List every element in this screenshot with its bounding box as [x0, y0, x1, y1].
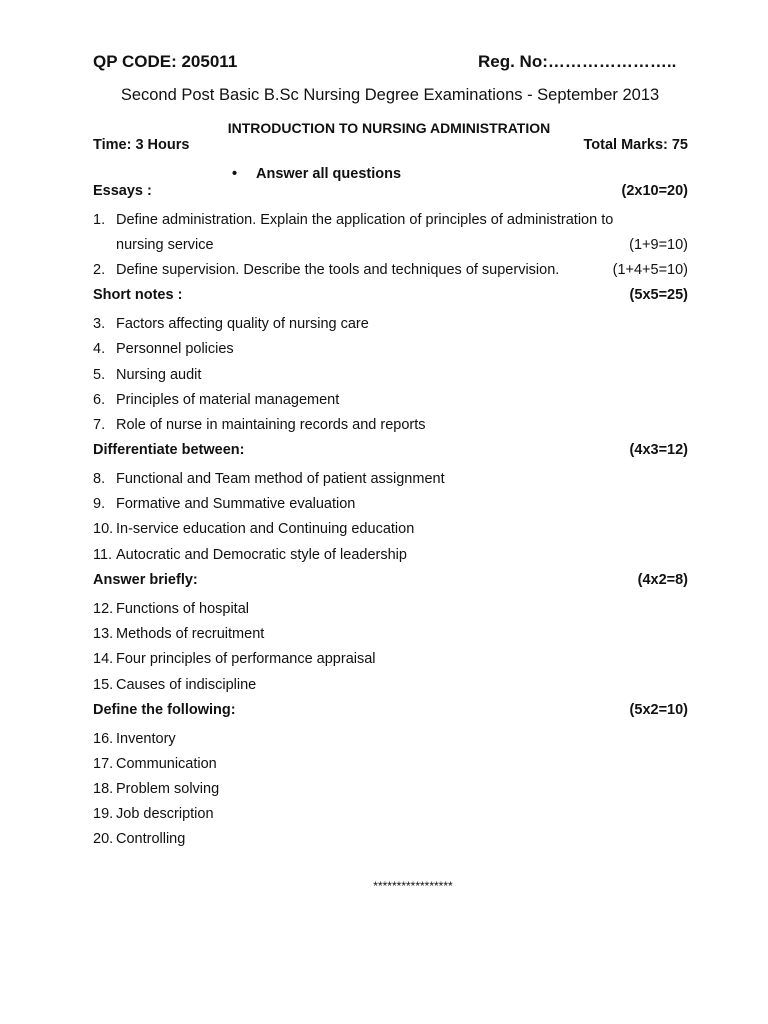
question-number: 5.	[93, 367, 106, 383]
question-item	[93, 471, 688, 491]
question-item	[93, 212, 688, 232]
section-heading	[93, 702, 688, 722]
question-text: Functions of hospital	[116, 601, 249, 617]
section-heading	[93, 442, 688, 462]
section-heading	[93, 287, 688, 307]
section-label: Short notes :	[93, 287, 183, 303]
section-marks: (4x3=12)	[629, 442, 688, 458]
question-item	[93, 367, 688, 387]
question-text-continued: nursing service	[116, 237, 214, 253]
question-number: 18.	[93, 781, 114, 797]
question-number: 8.	[93, 471, 106, 487]
section-marks: (5x5=25)	[629, 287, 688, 303]
question-text: Causes of indiscipline	[116, 677, 257, 693]
question-number: 19.	[93, 806, 114, 822]
question-item	[93, 677, 688, 697]
question-text: Personnel policies	[116, 341, 234, 357]
reg-no: Reg. No:…………………..	[478, 52, 677, 71]
question-text: Define supervision. Describe the tools and techniques of supervision.	[116, 262, 560, 278]
exam-time: Time: 3 Hours	[93, 137, 190, 153]
question-number: 15.	[93, 677, 114, 693]
question-text: Controlling	[116, 831, 186, 847]
section-marks: (5x2=10)	[629, 702, 688, 718]
question-number: 4.	[93, 341, 106, 357]
question-marks: (1+9=10)	[629, 237, 688, 253]
question-number: 2.	[93, 262, 106, 278]
question-text: Nursing audit	[116, 367, 202, 383]
instruction	[232, 166, 401, 182]
section-marks: (4x2=8)	[637, 572, 688, 588]
question-item	[93, 316, 688, 336]
question-item	[93, 521, 688, 541]
question-item	[93, 341, 688, 361]
question-item	[93, 651, 688, 671]
question-marks: (1+4+5=10)	[612, 262, 688, 278]
question-number: 6.	[93, 392, 106, 408]
question-text: Functional and Team method of patient assignment	[116, 471, 445, 487]
question-number: 1.	[93, 212, 106, 228]
question-number: 14.	[93, 651, 114, 667]
question-text: In-service education and Continuing education	[116, 521, 415, 537]
question-item	[93, 417, 688, 437]
bullet-icon: •	[232, 166, 238, 182]
question-number: 3.	[93, 316, 106, 332]
question-item	[93, 806, 688, 826]
question-item	[93, 756, 688, 776]
question-number: 20.	[93, 831, 114, 847]
question-item	[93, 626, 688, 646]
question-item	[93, 601, 688, 621]
question-item	[93, 831, 688, 851]
total-marks: Total Marks: 75	[583, 137, 688, 153]
question-text: Role of nurse in maintaining records and reports	[116, 417, 426, 433]
instruction-text: Answer all questions	[256, 166, 402, 182]
paper-title: INTRODUCTION TO NURSING ADMINISTRATION	[227, 120, 551, 136]
question-text: Principles of material management	[116, 392, 340, 408]
question-text: Job description	[116, 806, 214, 822]
section-heading	[93, 183, 688, 203]
question-item	[93, 731, 688, 751]
exam-title: Second Post Basic B.Sc Nursing Degree Examinations - September 2013	[120, 86, 660, 104]
question-number: 7.	[93, 417, 106, 433]
question-number: 10.	[93, 521, 114, 537]
question-number: 11.	[93, 547, 113, 563]
question-number: 16.	[93, 731, 114, 747]
question-number: 17.	[93, 756, 114, 772]
question-item	[93, 392, 688, 412]
qp-code: QP CODE: 205011	[93, 52, 238, 71]
question-text: Communication	[116, 756, 217, 772]
question-number: 13.	[93, 626, 114, 642]
question-text: Inventory	[116, 731, 176, 747]
section-heading	[93, 572, 688, 592]
section-label: Essays :	[93, 183, 152, 199]
section-marks: (2x10=20)	[621, 183, 688, 199]
question-item-continuation	[93, 237, 688, 257]
question-item	[93, 262, 688, 282]
question-text: Autocratic and Democratic style of leadership	[116, 547, 407, 563]
end-marker: *****************	[373, 879, 453, 893]
question-number: 9.	[93, 496, 106, 512]
question-text: Formative and Summative evaluation	[116, 496, 356, 512]
question-item	[93, 547, 688, 567]
question-item	[93, 781, 688, 801]
section-label: Answer briefly:	[93, 572, 198, 588]
question-item	[93, 496, 688, 516]
section-label: Differentiate between:	[93, 442, 245, 458]
question-text: Methods of recruitment	[116, 626, 265, 642]
question-text: Factors affecting quality of nursing care	[116, 316, 369, 332]
question-number: 12.	[93, 601, 114, 617]
section-label: Define the following:	[93, 702, 236, 718]
question-text: Four principles of performance appraisal	[116, 651, 376, 667]
question-text: Problem solving	[116, 781, 220, 797]
question-text: Define administration. Explain the application of principles of administration to	[116, 212, 614, 228]
